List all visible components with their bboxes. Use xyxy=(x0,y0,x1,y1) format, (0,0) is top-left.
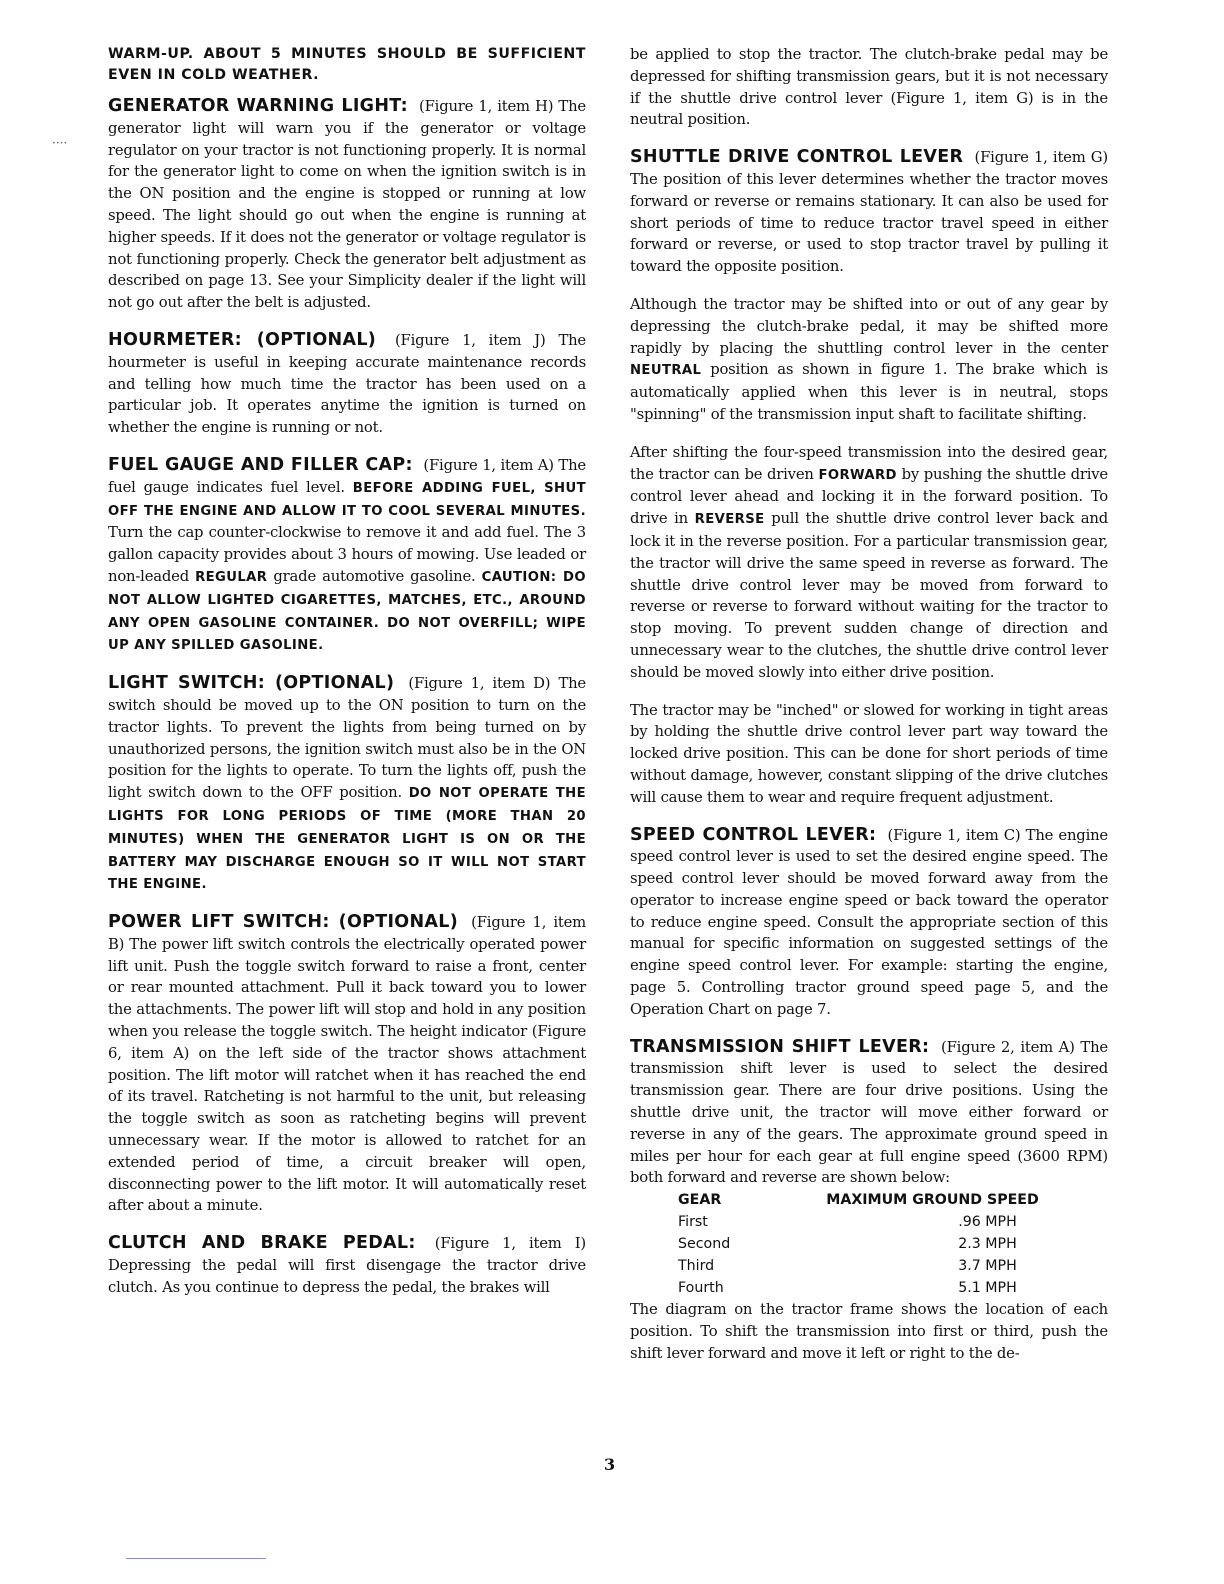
paragraph: The power lift switch controls the electrically operated power lift unit. Push the toggle switch forward to raise a front, center or rear mounted attachment. Pull it back toward you to lower the attachments. The power lift will stop and hold in any position when you release the toggle switch. The height indicator (Figure 6, item A) on the left side of the tractor shows attachment position. The lift motor will ratchet when it has reached the end of its travel. Ratcheting is not harmful to the unit, but releasing the toggle switch as soon as ratcheting begins will prevent unnecessary wear. If the motor is allowed to ratchet for an extended period of time, a circuit breaker will open, disconnecting power to the lift motor. It will automatically reset after about a minute. xyxy=(108,935,586,1215)
section-power-lift-switch xyxy=(108,912,586,1217)
figure-ref: (Figure 1, item I) xyxy=(434,1235,586,1253)
figure-ref: (Figure 2, item A) xyxy=(941,1038,1075,1056)
paragraph: position as shown in figure 1. The brake which is automatically applied when this lever is in neutral, stops "spinning" of the transmission input shaft to facilitate shifting. xyxy=(630,361,1108,423)
paragraph: The transmission shift lever is used to select the desired transmission gear. There are four drive positions. Using the shuttle drive unit, the tractor will move either forward or reverse in any of the gears. The approximate ground speed in miles per hour for each gear at full engine speed (3600 RPM) both forward and reverse are shown below: xyxy=(630,1038,1108,1187)
gear-cell: Third xyxy=(678,1258,715,1275)
paragraph: Turn the cap counter-clockwise to remove it and add fuel. The 3 gallon capacity provides about 3 hours of mowing. Use leaded or non-leaded xyxy=(108,524,586,585)
paragraph: by pushing the shuttle drive control lever ahead and locking it in the forward position. To drive in xyxy=(630,465,1108,528)
ground-speed-table xyxy=(678,1189,1039,1299)
heading-fuel-gauge: FUEL GAUGE AND FILLER CAP: xyxy=(108,454,413,475)
paragraph: be applied to stop the tractor. The clutch-brake pedal may be depressed for shifting transmission gears, but it is not necessary if the shuttle drive control lever (Figure 1, item G) is in the neutral position. xyxy=(630,46,1108,129)
right-column xyxy=(630,44,1108,1381)
emphasis-text: FORWARD xyxy=(818,467,897,483)
heading-clutch-brake-pedal: CLUTCH AND BRAKE PEDAL: xyxy=(108,1233,416,1254)
section-hourmeter xyxy=(108,330,586,439)
figure-ref: (Figure 1, item B) xyxy=(108,914,586,953)
paragraph: The generator light will warn you if the generator or voltage regulator on your tractor is not functioning properly. It is normal for the generator light to come on when the ignition switch is in the ON position and the engine is stopped or running at low speed. The light should go out when the engine is running at higher speeds. If it does not the generator or voltage regulator is not functioning properly. Check the generator belt adjustment as described on page 13. See your Simplicity dealer if the light will not go out after the belt is adjusted. xyxy=(108,98,586,312)
table-row xyxy=(678,1211,1039,1233)
paragraph: The position of this lever determines whether the tractor moves forward or reverse or remains stationary. It can also be used for short periods of time to reduce tractor travel speed in either forward or reverse, or used to stop tractor travel by pulling it toward the opposite position. xyxy=(630,170,1108,276)
figure-ref: (Figure 1, item A) xyxy=(423,456,554,474)
paragraph: The tractor may be "inched" or slowed for working in tight areas by holding the shuttle drive control lever part way toward the locked drive position. This can be done for short periods of time without damage, however, constant slipping of the drive clutches will cause them to wear and require frequent adjustment. xyxy=(630,701,1108,806)
section-transmission-shift-lever xyxy=(630,1037,1108,1365)
section-clutch-brake-pedal xyxy=(108,1233,586,1298)
table-row xyxy=(678,1233,1039,1255)
page-number: 3 xyxy=(604,1455,616,1474)
figure-ref: (Figure 1, item D) xyxy=(408,675,551,693)
paragraph: After shifting the four-speed transmission into the desired gear, the tractor can be driven xyxy=(630,443,1108,483)
figure-ref: (Figure 1, item J) xyxy=(394,331,546,349)
figure-ref: (Figure 1, item G) xyxy=(974,149,1108,167)
paragraph: Although the tractor may be shifted into or out of any gear by depressing the clutch-brake pedal, it may be shifted more rapidly by placing the shuttling control lever in the center xyxy=(630,295,1108,357)
section-shuttle-drive-lever xyxy=(630,147,1108,278)
warmup-note: WARM-UP. ABOUT 5 MINUTES SHOULD BE SUFFICIENT EVEN IN COLD WEATHER. xyxy=(108,46,586,83)
heading-transmission-shift-lever: TRANSMISSION SHIFT LEVER: xyxy=(630,1036,930,1057)
paragraph: grade automotive gasoline. xyxy=(273,567,476,585)
section-forward-reverse xyxy=(630,442,1108,684)
emphasis-text: NEUTRAL xyxy=(630,363,702,379)
heading-hourmeter: HOURMETER: (OPTIONAL) xyxy=(108,329,377,350)
caution-text: CAUTION: DO NOT ALLOW LIGHTED CIGARETTES, MATCHES, ETC., AROUND ANY OPEN GASOLINE CONTAINER. DO NOT OVERFILL; WIPE UP ANY SPILLED GASOLINE. xyxy=(108,569,586,654)
warning-text: DO NOT OPERATE THE LIGHTS FOR LONG PERIODS OF TIME (MORE THAN 20 MINUTES) WHEN THE GENERATOR LIGHT IS ON OR THE BATTERY MAY DISCHARGE ENOUGH SO IT WILL NOT START THE ENGINE. xyxy=(108,786,586,893)
table-row xyxy=(678,1255,1039,1277)
speed-cell: 3.7 MPH xyxy=(958,1258,1017,1275)
heading-power-lift-switch: POWER LIFT SWITCH: (OPTIONAL) xyxy=(108,912,459,933)
paragraph: The engine speed control lever is used to set the desired engine speed. The speed control lever should be moved forward away from the operator to increase engine speed or back toward the operator to reduce engine speed. Consult the appropriate section of this manual for specific information on suggested settings of the engine speed control lever. For example: starting the engine, page 5. Controlling tractor ground speed page 5, and the Operation Chart on page 7. xyxy=(630,826,1108,1018)
gear-cell: Second xyxy=(678,1236,731,1253)
gear-cell: First xyxy=(678,1214,708,1231)
paragraph: Depressing the pedal will first disengage the tractor drive clutch. As you continue to depress the pedal, the brakes will xyxy=(108,1257,586,1296)
section-inching xyxy=(630,700,1108,809)
warning-text: BEFORE ADDING FUEL, SHUT OFF THE ENGINE AND ALLOW IT TO COOL SEVERAL MINUTES. xyxy=(108,480,586,519)
section-shifting-neutral xyxy=(630,294,1108,426)
section-clutch-continued xyxy=(630,44,1108,131)
table-header-row xyxy=(678,1189,1039,1211)
column-header-speed: MAXIMUM GROUND SPEED xyxy=(826,1192,1039,1209)
speed-cell: 2.3 MPH xyxy=(958,1236,1017,1253)
paragraph: The fuel gauge indicates fuel level. xyxy=(108,456,586,496)
section-fuel-gauge xyxy=(108,455,586,657)
paragraph: pull the shuttle drive control lever back and lock it in the reverse position. For a particular transmission gear, the tractor will drive the same speed in reverse as forward. The shuttle drive control lever may be moved from forward to reverse or reverse to forward without waiting for the tractor to stop moving. To prevent sudden change of direction and unnecessary wear to the clutches, the shuttle drive control lever should be moved slowly into either drive position. xyxy=(630,510,1108,681)
table-row xyxy=(678,1277,1039,1299)
left-column xyxy=(108,44,586,1315)
heading-light-switch: LIGHT SWITCH: (OPTIONAL) xyxy=(108,673,395,694)
paragraph: The switch should be moved up to the ON position to turn on the tractor lights. To prevent the lights from being turned on by unauthorized persons, the ignition switch must also be in the ON position for the lights to operate. To turn the lights off, push the light switch down to the OFF position. xyxy=(108,675,586,802)
gear-cell: Fourth xyxy=(678,1280,724,1297)
figure-ref: (Figure 1, item H) xyxy=(419,98,554,115)
paragraph: The diagram on the tractor frame shows the location of each position. To shift the transmission into first or third, push the shift lever forward and move it left or right to the de- xyxy=(630,1301,1108,1362)
heading-shuttle-drive-lever: SHUTTLE DRIVE CONTROL LEVER xyxy=(630,147,964,168)
section-generator-warning-light xyxy=(108,96,586,314)
section-light-switch xyxy=(108,673,586,896)
section-speed-control-lever xyxy=(630,825,1108,1021)
paragraph: The hourmeter is useful in keeping accurate maintenance records and telling how much time the tractor has been used on a particular job. It operates anytime the ignition is turned on whether the engine is running or not. xyxy=(108,331,586,437)
emphasis-text: REGULAR xyxy=(195,569,268,585)
column-header-gear: GEAR xyxy=(678,1192,722,1209)
emphasis-text: REVERSE xyxy=(694,512,765,528)
speed-cell: 5.1 MPH xyxy=(958,1280,1017,1297)
figure-ref: (Figure 1, item C) xyxy=(887,826,1021,844)
heading-generator-warning-light: GENERATOR WARNING LIGHT: xyxy=(108,96,408,116)
footer-rule xyxy=(126,1558,266,1559)
heading-speed-control-lever: SPEED CONTROL LEVER: xyxy=(630,824,877,845)
speed-cell: .96 MPH xyxy=(958,1214,1017,1231)
scan-mark: ···· xyxy=(52,136,68,150)
